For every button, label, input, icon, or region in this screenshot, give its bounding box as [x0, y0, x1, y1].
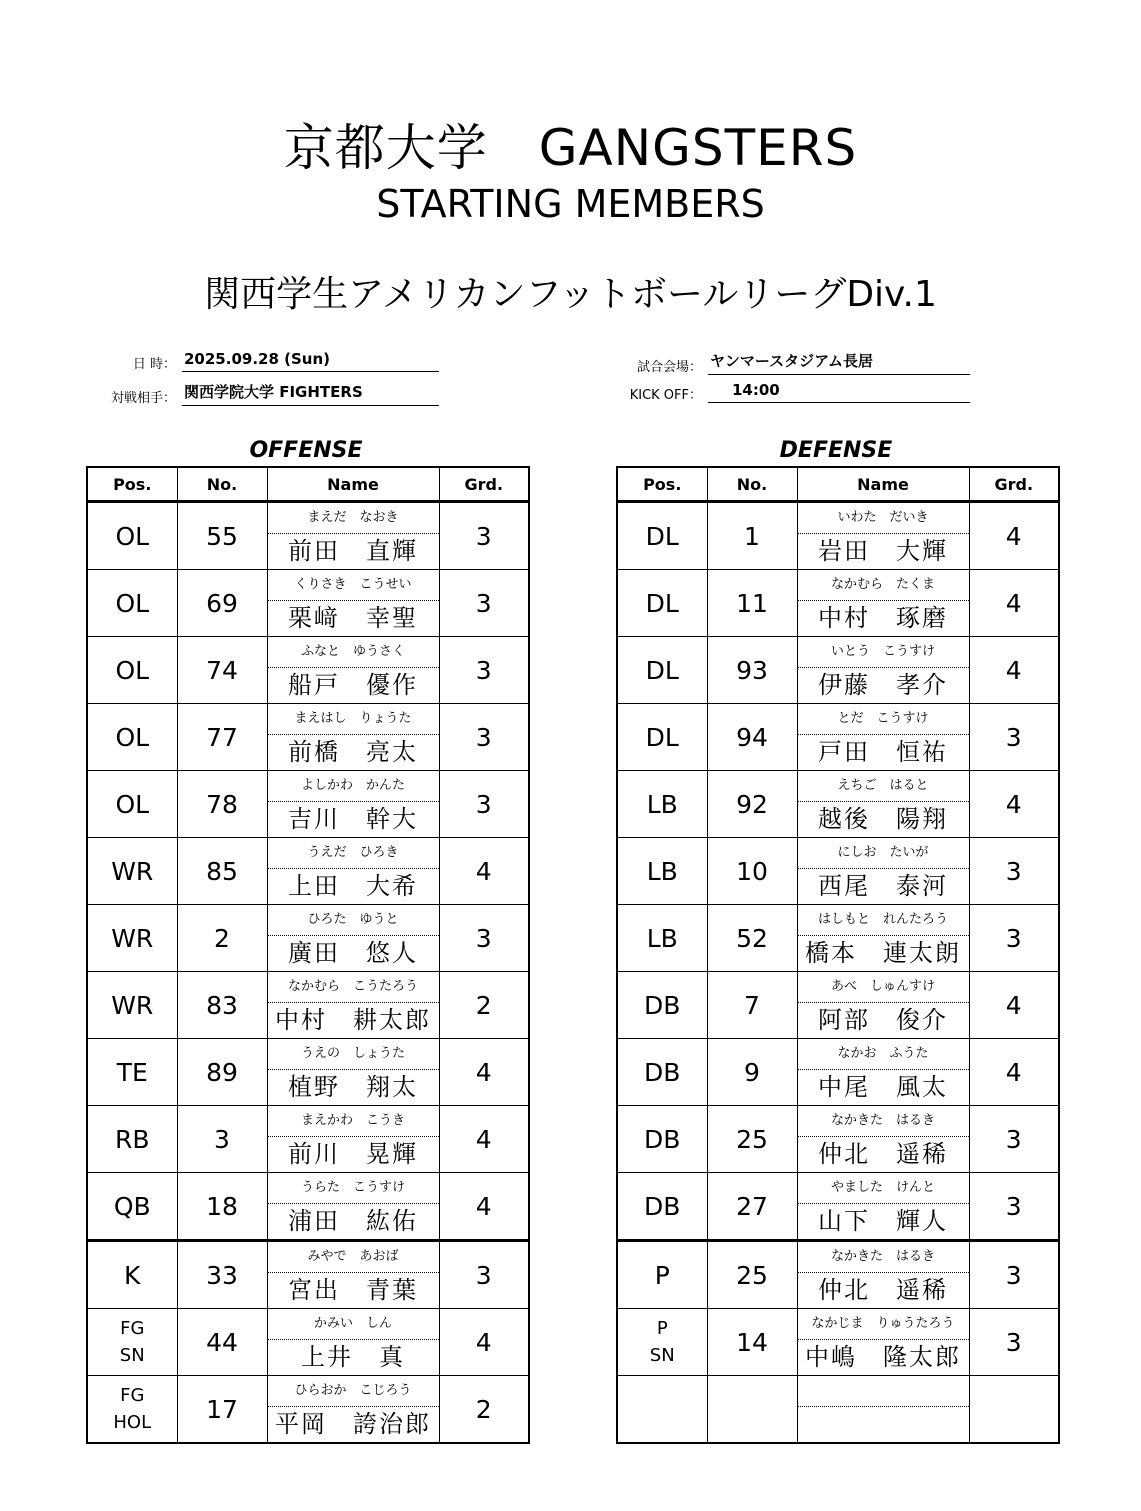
player-name: 浦田 紘佑 [288, 1207, 418, 1235]
grade-cell: 3 [439, 1241, 529, 1309]
player-name: 上田 大希 [288, 872, 418, 900]
position-cell: TE [87, 1039, 177, 1106]
position-cell: OL [87, 637, 177, 704]
name-cell [797, 972, 969, 1039]
player-name: 前田 直輝 [288, 537, 418, 565]
jersey-number-cell: 93 [707, 637, 797, 704]
name-cell [267, 905, 439, 972]
player-furigana: とだ こうすけ [798, 704, 969, 735]
table-row [617, 637, 1059, 704]
table-row [87, 972, 529, 1039]
table-row [617, 1376, 1059, 1444]
name-cell [797, 1376, 969, 1444]
jersey-number-cell: 9 [707, 1039, 797, 1106]
table-row [87, 905, 529, 972]
table-row [87, 1241, 529, 1309]
position-cell: K [87, 1241, 177, 1309]
offense-title: OFFENSE [249, 438, 363, 463]
player-furigana: なかお ふうた [798, 1039, 969, 1070]
player-name: 岩田 大輝 [818, 537, 948, 565]
player-furigana: やました けんと [798, 1173, 969, 1204]
position-cell: WR [87, 838, 177, 905]
name-cell [267, 1376, 439, 1444]
jersey-number-cell: 11 [707, 570, 797, 637]
player-name: 中村 耕太郎 [275, 1006, 431, 1034]
player-name: 栗﨑 幸聖 [288, 604, 418, 632]
jersey-number-cell: 55 [177, 502, 267, 570]
kickoff-info [600, 381, 970, 403]
kickoff-label: KICK OFF： [629, 388, 702, 403]
player-furigana: みやで あおば [268, 1242, 439, 1273]
grade-cell: 3 [439, 637, 529, 704]
player-furigana: かみい しん [268, 1309, 439, 1340]
position-cell: WR [87, 905, 177, 972]
date-info [100, 350, 439, 372]
grade-cell: 3 [439, 502, 529, 570]
grade-cell: 4 [969, 570, 1059, 637]
jersey-number-cell: 78 [177, 771, 267, 838]
position-cell [617, 1309, 707, 1376]
player-name: 宮出 青葉 [288, 1276, 418, 1304]
player-name: 仲北 遥稀 [818, 1140, 948, 1168]
offense-table [86, 466, 530, 1444]
grade-cell [969, 1376, 1059, 1444]
player-furigana: ひらおか こじろう [268, 1376, 439, 1407]
table-row [617, 905, 1059, 972]
player-name: 戸田 恒祐 [818, 738, 948, 766]
position-cell [617, 1376, 707, 1444]
grade-cell: 3 [969, 838, 1059, 905]
table-row [87, 1309, 529, 1376]
defense-table [616, 466, 1060, 1444]
table-row [87, 502, 529, 570]
grade-cell: 4 [969, 972, 1059, 1039]
player-name: 山下 輝人 [818, 1207, 948, 1235]
position-cell: OL [87, 771, 177, 838]
jersey-number-cell: 3 [177, 1106, 267, 1173]
grade-cell: 4 [439, 838, 529, 905]
player-name: 伊藤 孝介 [818, 671, 948, 699]
table-row [617, 1106, 1059, 1173]
jersey-number-cell: 44 [177, 1309, 267, 1376]
name-cell [267, 1241, 439, 1309]
name-cell [797, 1106, 969, 1173]
defense-header-row [617, 467, 1059, 502]
jersey-number-cell: 1 [707, 502, 797, 570]
jersey-number-cell: 25 [707, 1106, 797, 1173]
name-cell [267, 972, 439, 1039]
name-cell [267, 704, 439, 771]
position-cell: DB [617, 972, 707, 1039]
player-furigana: ひろた ゆうと [268, 905, 439, 936]
player-name: 越後 陽翔 [818, 805, 948, 833]
player-furigana: よしかわ かんた [268, 771, 439, 802]
player-furigana: なかじま りゅうたろう [798, 1309, 969, 1340]
no-header: No. [177, 467, 267, 502]
name-cell [267, 1173, 439, 1241]
player-name [798, 1407, 969, 1442]
player-furigana: あべ しゅんすけ [798, 972, 969, 1003]
grade-cell: 4 [969, 637, 1059, 704]
player-furigana: はしもと れんたろう [798, 905, 969, 936]
player-furigana: いとう こうすけ [798, 637, 969, 668]
player-name: 船戸 優作 [288, 671, 418, 699]
player-furigana: まえだ なおき [268, 503, 439, 534]
jersey-number-cell: 89 [177, 1039, 267, 1106]
jersey-number-cell: 27 [707, 1173, 797, 1241]
position-cell [87, 1376, 177, 1444]
player-furigana: いわた だいき [798, 503, 969, 534]
jersey-number-cell: 17 [177, 1376, 267, 1444]
grade-cell: 3 [439, 570, 529, 637]
venue-label: 試合会場： [636, 360, 702, 375]
name-cell [797, 570, 969, 637]
position-cell: LB [617, 905, 707, 972]
player-name: 上井 真 [301, 1343, 405, 1371]
position-cell: DL [617, 502, 707, 570]
jersey-number-cell: 83 [177, 972, 267, 1039]
name-cell [797, 1173, 969, 1241]
jersey-number-cell: 77 [177, 704, 267, 771]
name-header: Name [797, 467, 969, 502]
position-cell: DL [617, 637, 707, 704]
table-row [87, 570, 529, 637]
player-name: 仲北 遥稀 [818, 1276, 948, 1304]
name-cell [267, 1106, 439, 1173]
grade-cell: 3 [969, 1106, 1059, 1173]
position-cell: DB [617, 1039, 707, 1106]
league-title: 関西学生アメリカンフットボールリーグDiv.1 [204, 274, 937, 315]
team-title: 京都大学 GANGSTERS [283, 119, 858, 177]
player-name: 西尾 泰河 [818, 872, 948, 900]
opponent-value: 関西学院大学 FIGHTERS [182, 381, 439, 406]
table-row [617, 704, 1059, 771]
table-row [87, 1376, 529, 1444]
player-furigana: なかきた はるき [798, 1106, 969, 1137]
table-row [87, 704, 529, 771]
jersey-number-cell: 94 [707, 704, 797, 771]
player-furigana: くりさき こうせい [268, 570, 439, 601]
position-cell: LB [617, 771, 707, 838]
pos-header: Pos. [617, 467, 707, 502]
position-cell [87, 1309, 177, 1376]
table-row [617, 1309, 1059, 1376]
jersey-number-cell: 69 [177, 570, 267, 637]
player-furigana: うらた こうすけ [268, 1173, 439, 1204]
position-cell: RB [87, 1106, 177, 1173]
jersey-number-cell: 92 [707, 771, 797, 838]
grade-cell: 4 [439, 1309, 529, 1376]
name-cell [267, 1309, 439, 1376]
player-furigana: まえはし りょうた [268, 704, 439, 735]
table-row [87, 1106, 529, 1173]
jersey-number-cell: 25 [707, 1241, 797, 1309]
player-name: 中尾 風太 [818, 1073, 948, 1101]
table-row [87, 838, 529, 905]
jersey-number-cell: 7 [707, 972, 797, 1039]
grade-cell: 3 [439, 771, 529, 838]
player-furigana: まえかわ こうき [268, 1106, 439, 1137]
position-primary: FG [120, 1385, 145, 1406]
venue-value: ヤンマースタジアム長居 [708, 350, 970, 375]
venue-info [600, 350, 970, 375]
table-row [617, 771, 1059, 838]
grade-cell: 4 [969, 771, 1059, 838]
name-cell [267, 1039, 439, 1106]
starting-members-title: STARTING MEMBERS [376, 182, 765, 226]
player-name: 吉川 幹大 [288, 805, 418, 833]
opponent-info [100, 381, 439, 406]
player-furigana: にしお たいが [798, 838, 969, 869]
table-row [617, 1173, 1059, 1241]
player-name: 植野 翔太 [288, 1073, 418, 1101]
position-cell: DL [617, 704, 707, 771]
player-name: 中村 琢磨 [818, 604, 948, 632]
offense-header-row [87, 467, 529, 502]
grade-cell: 4 [969, 502, 1059, 570]
name-cell [797, 502, 969, 570]
name-header: Name [267, 467, 439, 502]
player-furigana: なかむら こうたろう [268, 972, 439, 1003]
grade-cell: 3 [439, 905, 529, 972]
name-cell [267, 570, 439, 637]
jersey-number-cell: 10 [707, 838, 797, 905]
name-cell [797, 704, 969, 771]
grd-header: Grd. [439, 467, 529, 502]
position-cell: QB [87, 1173, 177, 1241]
player-furigana: なかきた はるき [798, 1242, 969, 1273]
player-name: 前川 晃輝 [288, 1140, 418, 1168]
jersey-number-cell: 2 [177, 905, 267, 972]
grade-cell: 3 [969, 1309, 1059, 1376]
position-cell: WR [87, 972, 177, 1039]
player-furigana: うえだ ひろき [268, 838, 439, 869]
name-cell [797, 905, 969, 972]
pos-header: Pos. [87, 467, 177, 502]
position-primary: P [656, 1318, 668, 1339]
position-cell: DL [617, 570, 707, 637]
grade-cell: 2 [439, 1376, 529, 1444]
player-furigana: うえの しょうた [268, 1039, 439, 1070]
date-value: 2025.09.28 (Sun) [182, 350, 439, 372]
name-cell [797, 1039, 969, 1106]
opponent-label: 対戦相手： [110, 391, 176, 406]
table-row [87, 1039, 529, 1106]
position-secondary: HOL [113, 1412, 152, 1433]
table-row [617, 1039, 1059, 1106]
table-row [617, 838, 1059, 905]
position-cell: DB [617, 1173, 707, 1241]
name-cell [797, 1309, 969, 1376]
player-furigana: えちご はると [798, 771, 969, 802]
position-cell: OL [87, 502, 177, 570]
table-row [87, 637, 529, 704]
name-cell [267, 502, 439, 570]
position-secondary: SN [649, 1345, 675, 1366]
grade-cell: 3 [969, 905, 1059, 972]
defense-title: DEFENSE [779, 438, 893, 463]
player-name: 前橋 亮太 [288, 738, 418, 766]
table-row [617, 502, 1059, 570]
name-cell [797, 771, 969, 838]
table-row [617, 972, 1059, 1039]
jersey-number-cell: 85 [177, 838, 267, 905]
player-name: 阿部 俊介 [818, 1006, 948, 1034]
grade-cell: 3 [969, 1173, 1059, 1241]
grd-header: Grd. [969, 467, 1059, 502]
position-cell: OL [87, 704, 177, 771]
position-cell: LB [617, 838, 707, 905]
player-name: 中嶋 隆太郎 [805, 1343, 961, 1371]
grade-cell: 3 [439, 704, 529, 771]
player-name: 廣田 悠人 [288, 939, 418, 967]
jersey-number-cell: 74 [177, 637, 267, 704]
grade-cell: 4 [439, 1039, 529, 1106]
no-header: No. [707, 467, 797, 502]
name-cell [797, 1241, 969, 1309]
player-name: 橋本 連太朗 [805, 939, 961, 967]
name-cell [797, 838, 969, 905]
grade-cell: 3 [969, 1241, 1059, 1309]
table-row [87, 771, 529, 838]
name-cell [267, 771, 439, 838]
position-cell: P [617, 1241, 707, 1309]
table-row [617, 570, 1059, 637]
grade-cell: 4 [439, 1106, 529, 1173]
player-furigana: ふなと ゆうさく [268, 637, 439, 668]
grade-cell: 4 [439, 1173, 529, 1241]
player-furigana: なかむら たくま [798, 570, 969, 601]
kickoff-value: 14:00 [708, 381, 970, 403]
jersey-number-cell: 18 [177, 1173, 267, 1241]
jersey-number-cell: 33 [177, 1241, 267, 1309]
date-label: 日 時： [132, 357, 176, 372]
name-cell [267, 838, 439, 905]
jersey-number-cell [707, 1376, 797, 1444]
jersey-number-cell: 52 [707, 905, 797, 972]
name-cell [797, 637, 969, 704]
grade-cell: 4 [969, 1039, 1059, 1106]
jersey-number-cell: 14 [707, 1309, 797, 1376]
grade-cell: 2 [439, 972, 529, 1039]
position-cell: DB [617, 1106, 707, 1173]
table-row [87, 1173, 529, 1241]
position-secondary: SN [119, 1345, 145, 1366]
position-cell: OL [87, 570, 177, 637]
player-furigana [798, 1376, 969, 1407]
player-name: 平岡 誇治郎 [275, 1410, 431, 1438]
name-cell [267, 637, 439, 704]
grade-cell: 3 [969, 704, 1059, 771]
position-primary: FG [120, 1318, 145, 1339]
table-row [617, 1241, 1059, 1309]
